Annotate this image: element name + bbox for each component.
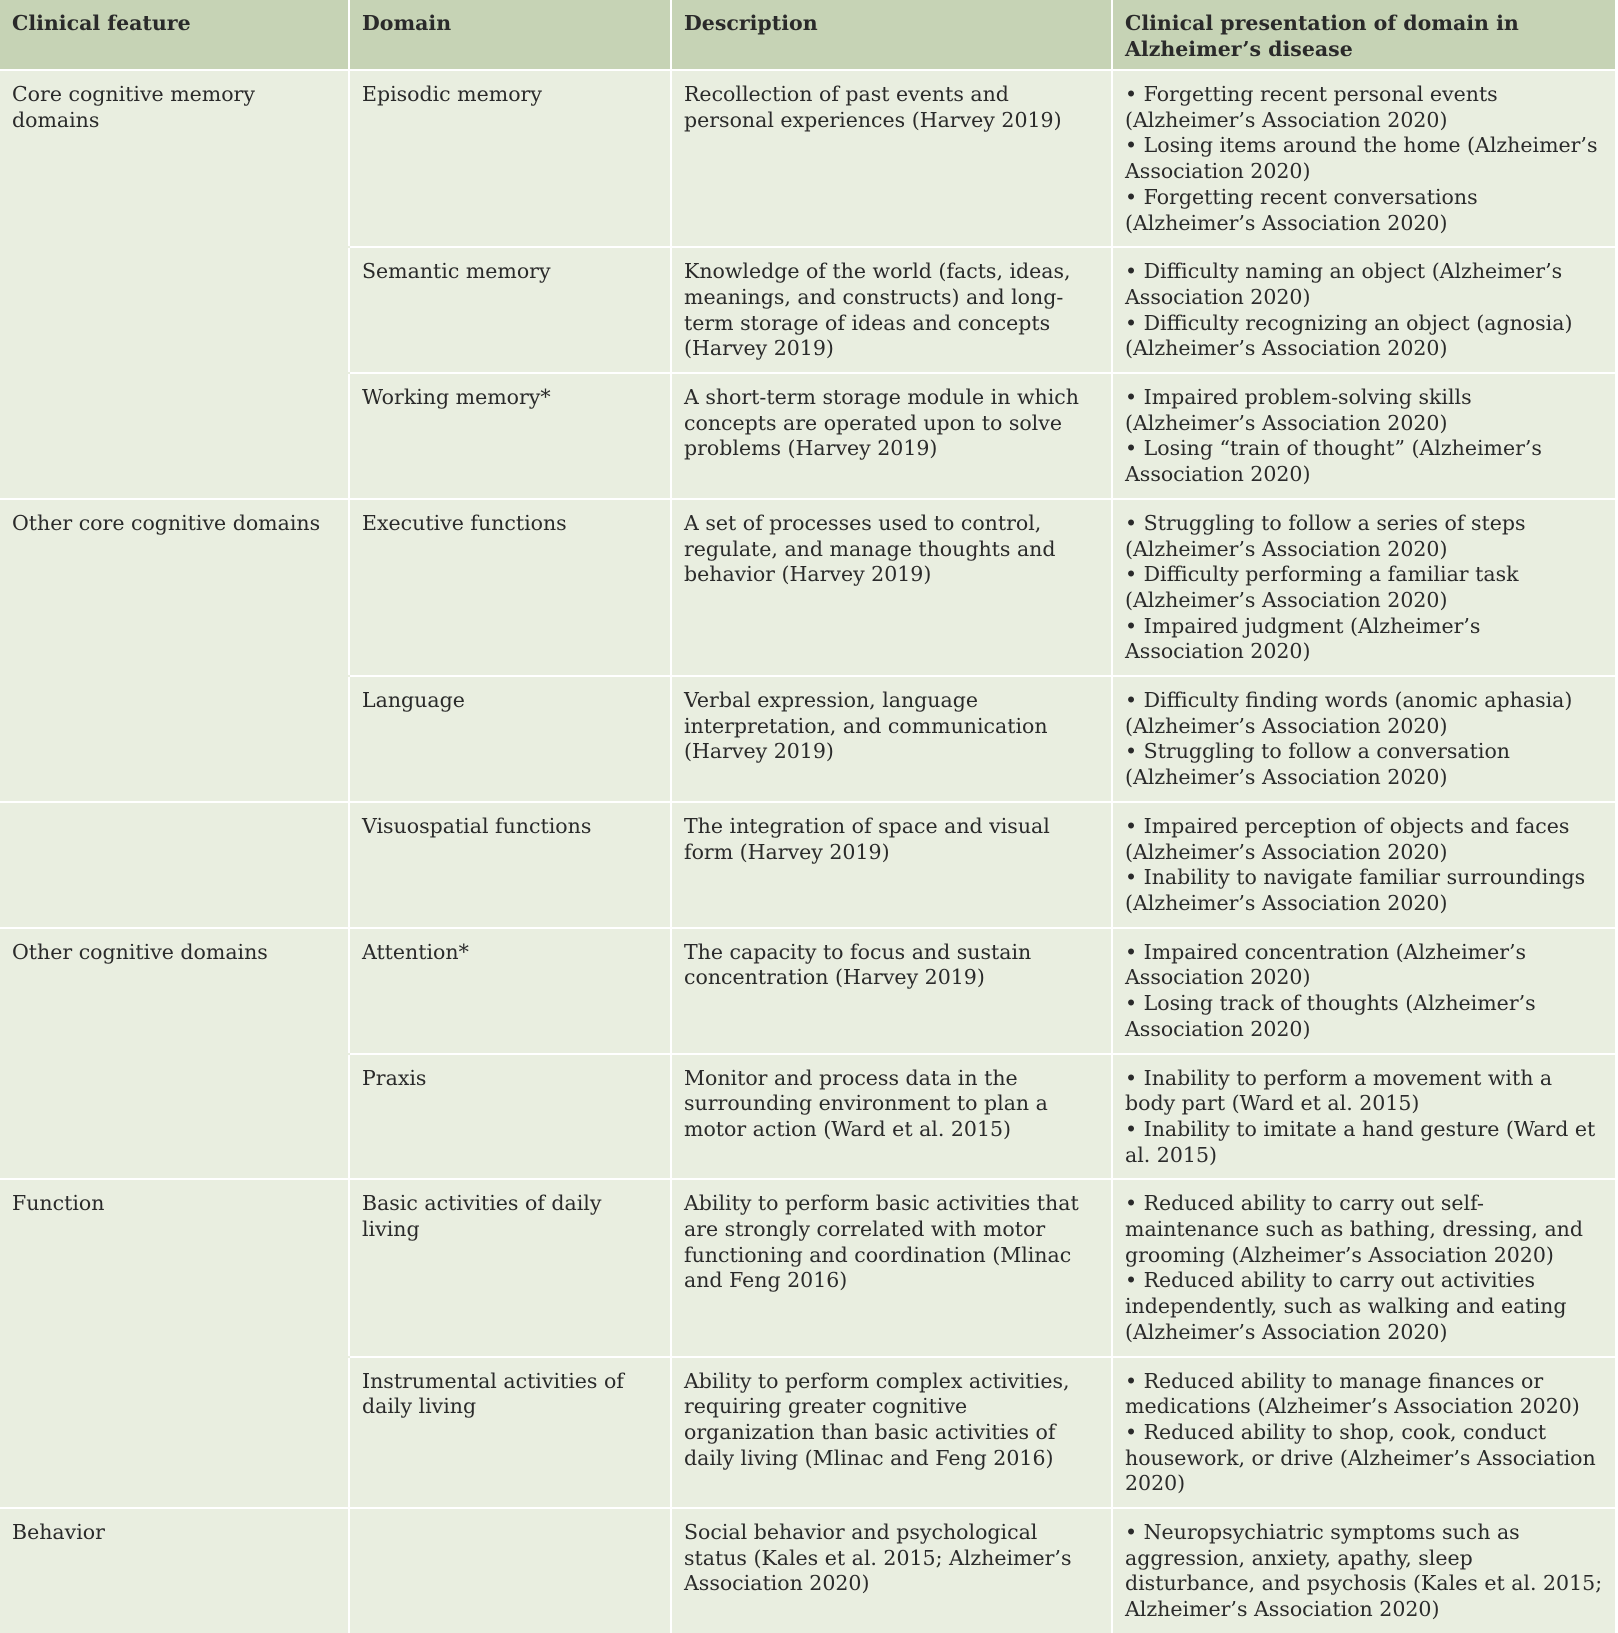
cell-domain: Semantic memory: [349, 247, 671, 373]
cell-presentation: [1112, 247, 1616, 373]
cell-feature: [0, 802, 349, 928]
cell-presentation: [1112, 1508, 1616, 1633]
cell-description: The integration of space and visual form (Harvey 2019): [671, 802, 1112, 928]
presentation-bullet: • Losing track of thoughts (Alzheimer’s Association 2020): [1125, 991, 1536, 1041]
presentation-bullet: • Struggling to follow a conversation (Alzheimer’s Association 2020): [1125, 739, 1510, 790]
cell-domain: Instrumental activities of daily living: [349, 1357, 671, 1509]
table-row: [0, 1054, 1616, 1180]
table-row: [0, 247, 1616, 373]
cell-description: The capacity to focus and sustain concentration (Harvey 2019): [671, 928, 1112, 1054]
header-description: Description: [671, 0, 1112, 70]
cell-presentation: [1112, 802, 1616, 928]
cell-domain: Attention*: [349, 928, 671, 1054]
cell-domain: Executive functions: [349, 499, 671, 676]
presentation-bullet: • Inability to navigate familiar surroundings (Alzheimer’s Association 2020): [1125, 865, 1586, 915]
cell-domain: Episodic memory: [349, 70, 671, 247]
header-domain: Domain: [349, 0, 671, 70]
presentation-bullet: • Difficulty finding words (anomic aphasia) (Alzheimer’s Association 2020): [1125, 688, 1573, 738]
table-row: [0, 499, 1616, 676]
cell-domain: Visuospatial functions: [349, 802, 671, 928]
cell-domain: [349, 1508, 671, 1633]
cell-feature: Other core cognitive domains: [0, 499, 349, 676]
presentation-bullet: • Forgetting recent personal events (Alzheimer’s Association 2020): [1125, 82, 1498, 132]
cell-presentation: [1112, 499, 1616, 676]
table-row: [0, 802, 1616, 928]
cell-description: Knowledge of the world (facts, ideas, meanings, and constructs) and long-term storage of ideas and concepts (Harvey 2019): [671, 247, 1112, 373]
presentation-bullet: • Reduced ability to carry out activities independently, such as walking and eating (Alzheimer’s Association 2020): [1125, 1268, 1567, 1344]
presentation-bullet: • Struggling to follow a series of steps (Alzheimer’s Association 2020): [1125, 510, 1526, 561]
cell-domain: Language: [349, 676, 671, 802]
presentation-bullet: • Inability to imitate a hand gesture (Ward et al. 2015): [1125, 1116, 1596, 1167]
table-row: [0, 1508, 1616, 1633]
cell-feature: [0, 676, 349, 802]
presentation-bullet: • Reduced ability to shop, cook, conduct housework, or drive (Alzheimer’s Association 2020): [1125, 1419, 1596, 1496]
cell-feature: [0, 373, 349, 499]
presentation-bullet: • Impaired perception of objects and faces (Alzheimer’s Association 2020): [1125, 813, 1570, 864]
cell-description: A set of processes used to control, regulate, and manage thoughts and behavior (Harvey 2019): [671, 499, 1112, 676]
presentation-bullet: • Difficulty recognizing an object (agnosia) (Alzheimer’s Association 2020): [1125, 310, 1573, 361]
cell-presentation: [1112, 373, 1616, 499]
cell-feature: [0, 1054, 349, 1180]
table-row: [0, 373, 1616, 499]
presentation-bullet: • Forgetting recent conversations (Alzheimer’s Association 2020): [1125, 184, 1478, 235]
header-row: [0, 0, 1616, 70]
presentation-bullet: • Reduced ability to carry out self-maintenance such as bathing, dressing, and grooming (Alzheimer’s Association 2020): [1125, 1191, 1583, 1267]
presentation-bullet: • Losing “train of thought” (Alzheimer’s Association 2020): [1125, 436, 1542, 487]
cell-presentation: [1112, 70, 1616, 247]
cell-description: Social behavior and psychological status (Kales et al. 2015; Alzheimer’s Association 2020): [671, 1508, 1112, 1633]
cell-presentation: [1112, 1179, 1616, 1356]
cell-description: Ability to perform basic activities that are strongly correlated with motor functioning and coordination (Mlinac and Feng 2016): [671, 1179, 1112, 1356]
table-row: [0, 1357, 1616, 1509]
cell-feature: [0, 247, 349, 373]
presentation-bullet: • Reduced ability to manage finances or medications (Alzheimer’s Association 2020): [1125, 1368, 1580, 1419]
presentation-bullet: • Difficulty performing a familiar task (Alzheimer’s Association 2020): [1125, 562, 1519, 612]
presentation-bullet: • Impaired concentration (Alzheimer’s Association 2020): [1125, 939, 1527, 990]
cell-feature: Function: [0, 1179, 349, 1356]
cell-presentation: [1112, 1054, 1616, 1180]
header-clinical-feature: Clinical feature: [0, 0, 349, 70]
presentation-bullet: • Difficulty naming an object (Alzheimer’s Association 2020): [1125, 259, 1563, 309]
cell-presentation: [1112, 928, 1616, 1054]
cell-feature: Behavior: [0, 1508, 349, 1633]
presentation-bullet: • Impaired problem-solving skills (Alzheimer’s Association 2020): [1125, 385, 1472, 435]
cell-description: Ability to perform complex activities, requiring greater cognitive organization than basic activities of daily living (Mlinac and Feng 2016): [671, 1357, 1112, 1509]
table-row: [0, 676, 1616, 802]
presentation-bullet: • Inability to perform a movement with a body part (Ward et al. 2015): [1125, 1065, 1553, 1116]
table-row: [0, 70, 1616, 247]
cell-feature: Other cognitive domains: [0, 928, 349, 1054]
cell-domain: Praxis: [349, 1054, 671, 1180]
header-presentation: Clinical presentation of domain in Alzheimer’s disease: [1112, 0, 1616, 70]
table-row: [0, 1179, 1616, 1356]
cell-feature: Core cognitive memory domains: [0, 70, 349, 247]
cell-domain: Basic activities of daily living: [349, 1179, 671, 1356]
presentation-bullet: • Neuropsychiatric symptoms such as aggression, anxiety, apathy, sleep disturbance, and psychosis (Kales et al. 2015; Alzheimer’s Association 2020): [1125, 1520, 1603, 1622]
cell-description: Verbal expression, language interpretation, and communication (Harvey 2019): [671, 676, 1112, 802]
presentation-bullet: • Impaired judgment (Alzheimer’s Association 2020): [1125, 613, 1481, 664]
cell-domain: Working memory*: [349, 373, 671, 499]
cell-description: Monitor and process data in the surrounding environment to plan a motor action (Ward et al. 2015): [671, 1054, 1112, 1180]
cell-description: Recollection of past events and personal experiences (Harvey 2019): [671, 70, 1112, 247]
cell-presentation: [1112, 1357, 1616, 1509]
cell-description: A short-term storage module in which concepts are operated upon to solve problems (Harvey 2019): [671, 373, 1112, 499]
table-row: [0, 928, 1616, 1054]
cell-presentation: [1112, 676, 1616, 802]
cell-feature: [0, 1357, 349, 1509]
presentation-bullet: • Losing items around the home (Alzheimer’s Association 2020): [1125, 133, 1598, 184]
